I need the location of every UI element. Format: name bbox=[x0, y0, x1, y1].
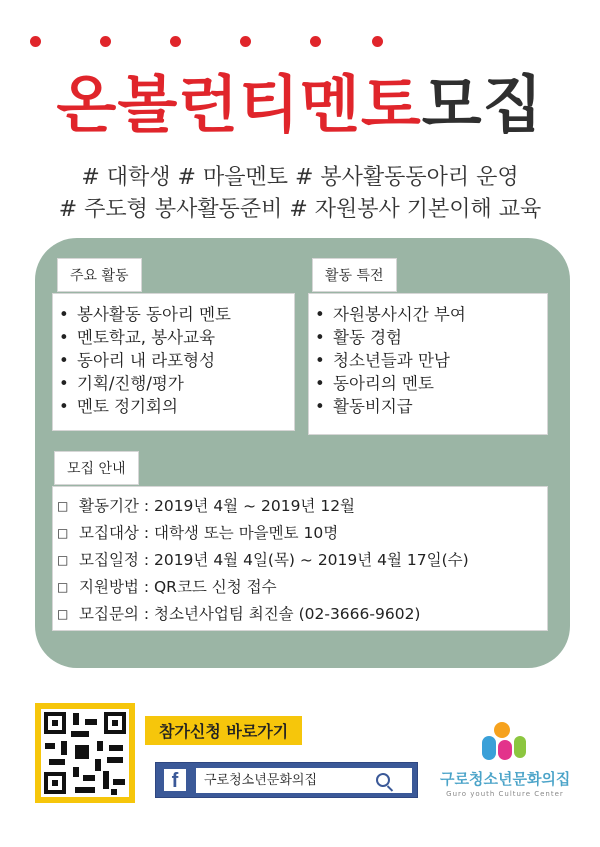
qr-module bbox=[73, 767, 79, 777]
title-dark-part: 모집 bbox=[421, 68, 544, 141]
dot bbox=[170, 36, 181, 47]
recruit-label: 모집 안내 bbox=[54, 451, 139, 485]
logo-figure-pink bbox=[498, 740, 512, 760]
apply-shortcut-button[interactable]: 참가신청 바로가기 bbox=[145, 716, 302, 745]
qr-finder bbox=[104, 712, 126, 734]
main-activities-label: 주요 활동 bbox=[57, 258, 142, 292]
dot bbox=[30, 36, 41, 47]
qr-module bbox=[83, 775, 95, 781]
qr-module bbox=[45, 743, 55, 749]
qr-code-pattern bbox=[41, 709, 129, 797]
qr-module bbox=[95, 759, 101, 771]
qr-module bbox=[103, 771, 109, 789]
qr-module bbox=[75, 745, 89, 759]
benefits-list bbox=[309, 303, 547, 418]
list-item: □ 활동기간 : 2019년 4월 ~ 2019년 12월 bbox=[53, 493, 547, 520]
main-activities-list bbox=[53, 303, 294, 418]
list-item: □ 모집대상 : 대학생 또는 마을멘토 10명 bbox=[53, 520, 547, 547]
decorative-dots bbox=[30, 36, 380, 48]
list-item: • 동아리의 멘토 bbox=[309, 372, 547, 395]
dot bbox=[310, 36, 321, 47]
facebook-search-bar[interactable] bbox=[155, 762, 418, 798]
search-icon[interactable] bbox=[376, 773, 390, 787]
list-item: • 자원봉사시간 부여 bbox=[309, 303, 547, 326]
qr-module bbox=[75, 787, 95, 793]
list-item: • 멘토학교, 봉사교육 bbox=[53, 326, 294, 349]
qr-module bbox=[85, 719, 97, 725]
list-item: □ 모집일정 : 2019년 4월 4일(목) ~ 2019년 4월 17일(수) bbox=[53, 547, 547, 574]
people-logo-icon bbox=[494, 722, 510, 738]
list-item: • 청소년들과 만남 bbox=[309, 349, 547, 372]
qr-module bbox=[111, 789, 117, 795]
qr-module bbox=[73, 713, 79, 725]
qr-finder bbox=[44, 712, 66, 734]
logo-name: 구로청소년문화의집 bbox=[440, 770, 571, 788]
dot bbox=[240, 36, 251, 47]
list-item: □ 지원방법 : QR코드 신청 접수 bbox=[53, 574, 547, 601]
facebook-icon: f bbox=[164, 769, 186, 791]
title-red-part: 온볼런티멘토 bbox=[56, 68, 422, 141]
list-item: • 활동비지급 bbox=[309, 395, 547, 418]
recruit-list bbox=[53, 493, 547, 628]
center-logo bbox=[440, 720, 570, 810]
hashtags-line-1: # 대학생 # 마을멘토 # 봉사활동동아리 운영 bbox=[81, 165, 519, 190]
facebook-search-field[interactable] bbox=[196, 768, 412, 793]
recruit-box bbox=[52, 486, 548, 631]
list-item: • 멘토 정기회의 bbox=[53, 395, 294, 418]
qr-module bbox=[109, 745, 123, 751]
benefits-box bbox=[308, 293, 548, 435]
dot bbox=[372, 36, 383, 47]
qr-module bbox=[107, 757, 123, 763]
qr-module bbox=[97, 741, 103, 751]
info-panel bbox=[35, 238, 570, 668]
logo-figure-blue bbox=[482, 736, 496, 760]
list-item: • 기획/진행/평가 bbox=[53, 372, 294, 395]
list-item: □ 모집문의 : 청소년사업팀 최진솔 (02-3666-9602) bbox=[53, 601, 547, 628]
logo-figure-green bbox=[514, 736, 526, 758]
list-item: • 봉사활동 동아리 멘토 bbox=[53, 303, 294, 326]
qr-module bbox=[113, 779, 125, 785]
qr-code-icon[interactable] bbox=[35, 703, 135, 803]
qr-finder bbox=[44, 772, 66, 794]
qr-module bbox=[49, 759, 65, 765]
dot bbox=[100, 36, 111, 47]
list-item: • 활동 경험 bbox=[309, 326, 547, 349]
main-activities-box bbox=[52, 293, 295, 431]
facebook-search-text: 구로청소년문화의집 bbox=[204, 773, 318, 788]
qr-module bbox=[61, 741, 67, 755]
list-item: • 동아리 내 라포형성 bbox=[53, 349, 294, 372]
benefits-label: 활동 특전 bbox=[312, 258, 397, 292]
hashtags-line-2: # 주도형 봉사활동준비 # 자원봉사 기본이해 교육 bbox=[58, 197, 542, 222]
poster-title bbox=[0, 55, 600, 144]
qr-module bbox=[71, 731, 89, 737]
logo-subtitle: Guro youth Culture Center bbox=[446, 790, 564, 798]
